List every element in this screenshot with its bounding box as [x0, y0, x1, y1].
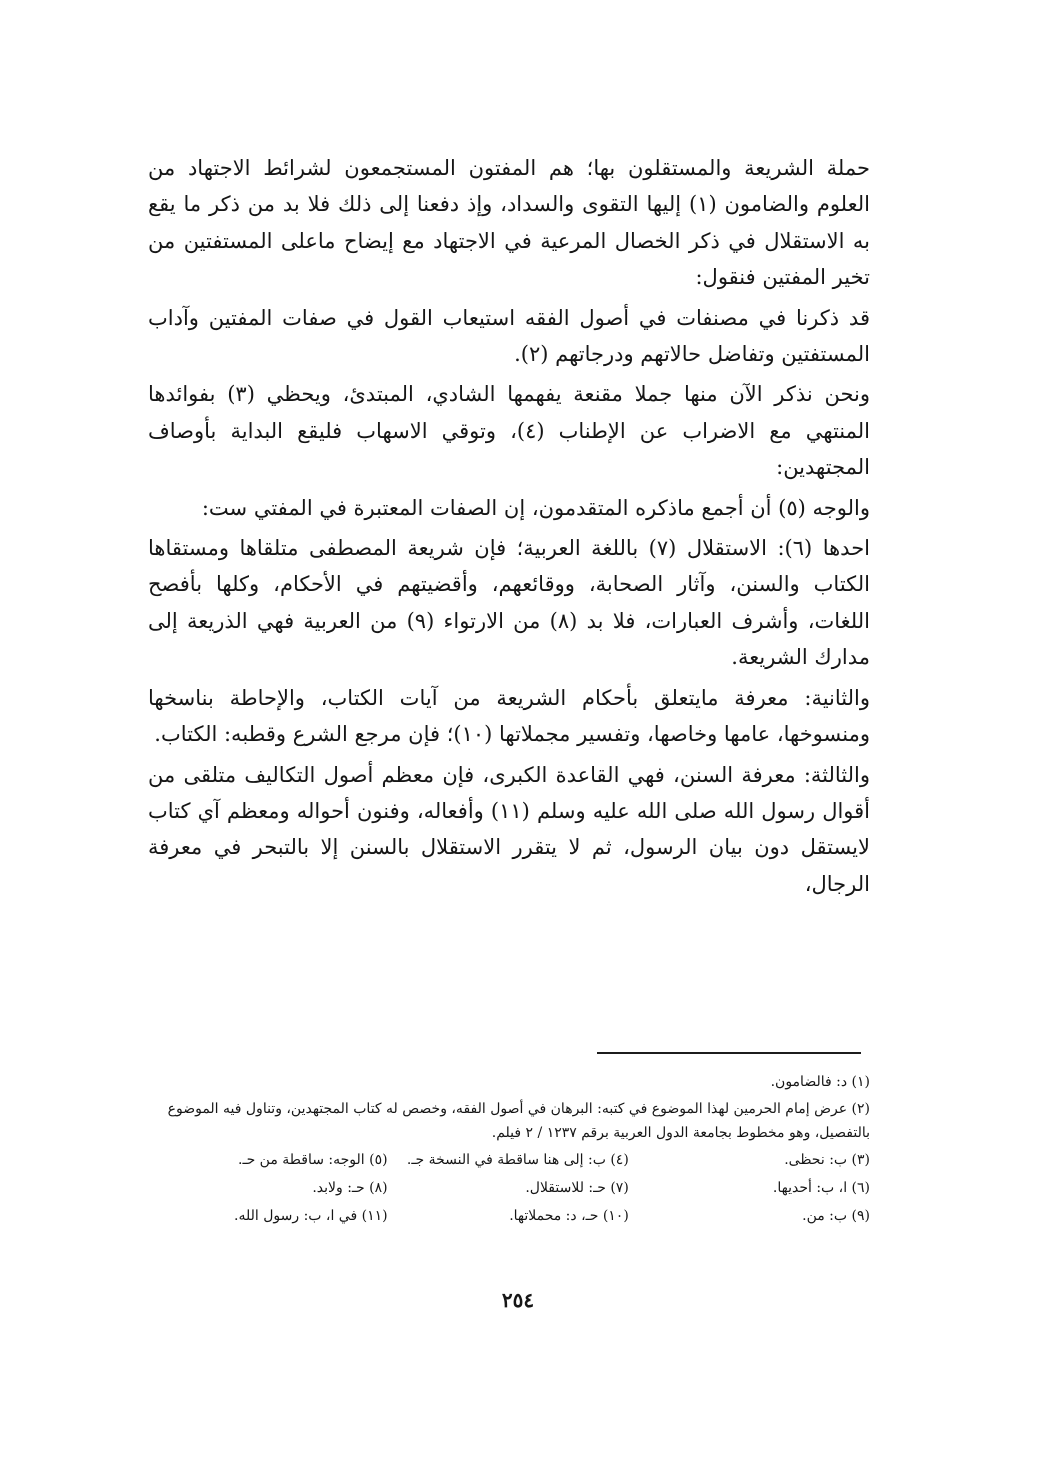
footnote-9: (٩) ب: من. [802, 1208, 870, 1224]
footnote-10: (١٠) حـ، د: محملاتها. [509, 1208, 629, 1224]
footnote-2: (٢) عرض إمام الحرمين لهذا الموضوع في كتبه: البرهان في أصول الفقه، وخصص له كتاب المجتهدين، وتناول فيه الموضوع بالتفصيل، وهو مخطوط بجامعة الدول العربية برقم ١٢٣٧ / ٢ فيلم. [167, 1101, 870, 1141]
paragraph-1: حملة الشريعة والمستقلون بها؛ هم المفتون المستجمعون لشرائط الاجتهاد من العلوم والضامون (١) إليها التقوى والسداد، وإذ دفعنا إلى ذلك فلا بد من ذكر ما يقع به الاستقلال في ذكر الخصال المرعية في الاجتهاد مع إيضاح ماعلى المستفتين من تخير المفتين فنقول: [148, 156, 871, 290]
footnote-row-2 [150, 1176, 870, 1200]
main-text [148, 150, 870, 906]
footnote-row-3 [150, 1204, 870, 1228]
paragraph-6: والثانية: معرفة مايتعلق بأحكام الشريعة من آيات الكتاب، والإحاطة بناسخها ومنسوخها، عامها وخاصها، وتفسير مجملاتها (١٠)؛ فإن مرجع الشرع وقطبه: الكتاب. [148, 685, 870, 747]
paragraph-5: احدها (٦): الاستقلال (٧) باللغة العربية؛ فإن شريعة المصطفى متلقاها ومستقاها الكتاب والسنن، وآثار الصحابة، ووقائعهم، وأقضيتهم في الأحكام، وكلها بأفصح اللغات، وأشرف العبارات، فلا بد (٨) من الارتواء (٩) من العربية فهي الذريعة إلى مدارك الشريعة. [148, 536, 871, 670]
footnote-divider [597, 1052, 861, 1054]
footnote-row-1 [150, 1148, 870, 1172]
footnote-6: (٦) ا، ب: أحديها. [772, 1180, 870, 1196]
footnote-5: (٥) الوجه: ساقطة من حـ. [238, 1152, 388, 1168]
paragraph-2: قد ذكرنا في مصنفات في أصول الفقه استيعاب القول في صفات المفتين وآداب المستفتين وتفاضل حالاتهم ودرجاتهم (٢). [148, 305, 870, 367]
footnotes [150, 1070, 870, 1232]
footnote-3: (٣) ب: نحظى. [784, 1152, 870, 1168]
footnote-7: (٧) حـ: للاستقلال. [525, 1180, 629, 1196]
paragraph-4: والوجه (٥) أن أجمع ماذكره المتقدمون، إن الصفات المعتبرة في المفتي ست: [201, 495, 870, 520]
footnote-4: (٤) ب: إلى هنا ساقطة في النسخة جـ. [406, 1152, 629, 1168]
page-number: ٢٥٤ [501, 1288, 535, 1312]
footnote-1: (١) د: فالضامون. [770, 1074, 870, 1090]
footnote-8: (٨) حـ: ولابد. [312, 1180, 388, 1196]
paragraph-3: ونحن نذكر الآن منها جملا مقنعة يفهمها الشادي، المبتدئ، ويحظي (٣) بفوائدها المنتهي مع الاضراب عن الإطناب (٤)، وتوقي الاسهاب فليقع البداية بأوصاف المجتهدين: [148, 382, 870, 480]
footnote-11: (١١) في ا، ب: رسول الله. [234, 1208, 388, 1224]
paragraph-7: والثالثة: معرفة السنن، فهي القاعدة الكبرى، فإن معظم أصول التكاليف متلقى من أقوال رسول الله صلى الله عليه وسلم (١١) وأفعاله، وفنون أحواله ومعظم آي كتاب لايستقل دون بيان الرسول، ثم لا يتقرر الاستقلال بالسنن إلا بالتبحر في معرفة الرجال، [148, 762, 871, 896]
